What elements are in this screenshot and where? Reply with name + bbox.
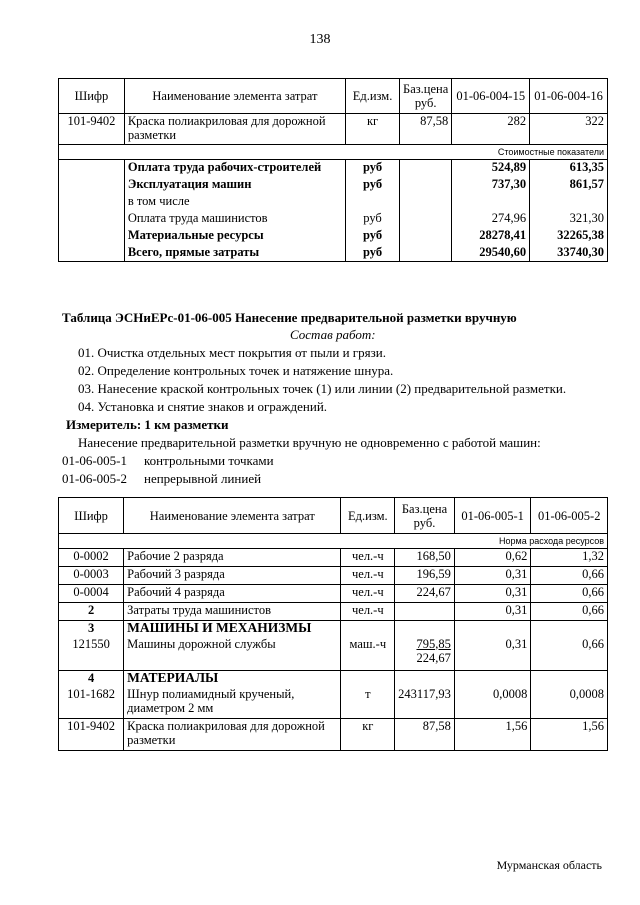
variant-code-2: 01-06-005-2 <box>62 471 127 486</box>
material-code: 101-9402 <box>59 114 125 145</box>
cost-v2: 321,30 <box>530 211 608 228</box>
header-col1: 01-06-004-15 <box>452 79 530 114</box>
operators-unit: чел.-ч <box>341 603 395 621</box>
worker-v1: 0,62 <box>454 549 531 567</box>
machine-v2: 0,66 <box>531 637 608 671</box>
cost-code <box>59 177 125 194</box>
header-col2: 01-06-004-16 <box>530 79 608 114</box>
materials-header-code: 4 <box>59 671 124 687</box>
material-row <box>59 719 608 751</box>
worker-v2: 1,32 <box>531 549 608 567</box>
resource-table-005 <box>58 497 608 751</box>
cost-name: Оплата труда рабочих-строителей <box>124 160 345 177</box>
t2-header-unit: Ед.изм. <box>341 498 395 534</box>
cost-price <box>400 228 452 245</box>
cost-name: Эксплуатация машин <box>124 177 345 194</box>
t2-header-price: Баз.цена руб. <box>395 498 455 534</box>
machine-price-operator: 224,67 <box>416 650 451 665</box>
cost-unit <box>346 194 400 211</box>
worker-v1: 0,31 <box>454 585 531 603</box>
header-price: Баз.цена руб. <box>400 79 452 114</box>
cost-row <box>59 160 608 177</box>
cost-v2: 32265,38 <box>530 228 608 245</box>
variant-name-1: контрольными точками <box>144 453 274 468</box>
cost-price <box>400 245 452 262</box>
worker-price: 168,50 <box>395 549 455 567</box>
cost-row <box>59 177 608 194</box>
cost-price <box>400 160 452 177</box>
cost-unit: руб <box>346 245 400 262</box>
worker-rows <box>59 549 608 603</box>
work-item-2: 02. Определение контрольных точек и натяжение шнура. <box>78 363 394 378</box>
worker-unit: чел.-ч <box>341 567 395 585</box>
material-rows <box>59 687 608 751</box>
cost-name: Материальные ресурсы <box>124 228 345 245</box>
machine-code: 121550 <box>59 637 124 671</box>
operators-price <box>395 603 455 621</box>
cost-unit: руб <box>346 211 400 228</box>
variant-code-1: 01-06-005-1 <box>62 453 127 468</box>
material-price: 87,58 <box>395 719 455 751</box>
cost-name: Всего, прямые затраты <box>124 245 345 262</box>
cost-price <box>400 211 452 228</box>
worker-row <box>59 549 608 567</box>
header-name: Наименование элемента затрат <box>124 79 345 114</box>
cost-price <box>400 177 452 194</box>
work-item-3: 03. Нанесение краской контрольных точек (1) или линии (2) предварительной разметки. <box>78 381 567 396</box>
material-v1: 1,56 <box>454 719 531 751</box>
section-note: Стоимостные показатели <box>59 145 608 160</box>
work-item-1: 01. Очистка отдельных мест покрытия от пыли и грязи. <box>78 345 386 360</box>
worker-name: Рабочий 4 разряда <box>124 585 341 603</box>
material-unit: кг <box>341 719 395 751</box>
worker-code: 0-0002 <box>59 549 124 567</box>
material-v1: 0,0008 <box>454 687 531 719</box>
material-v2: 1,56 <box>531 719 608 751</box>
material-code: 101-1682 <box>59 687 124 719</box>
operators-v1: 0,31 <box>454 603 531 621</box>
cost-unit: руб <box>346 160 400 177</box>
worker-row <box>59 585 608 603</box>
worker-code: 0-0004 <box>59 585 124 603</box>
operators-code: 2 <box>59 603 124 621</box>
variant-name-2: непрерывной линией <box>144 471 262 486</box>
machine-name: Машины дорожной службы <box>124 637 341 671</box>
worker-v2: 0,66 <box>531 567 608 585</box>
cost-unit: руб <box>346 177 400 194</box>
material-price: 243117,93 <box>395 687 455 719</box>
worker-name: Рабочие 2 разряда <box>124 549 341 567</box>
worker-v1: 0,31 <box>454 567 531 585</box>
meter: Измеритель: 1 км разметки <box>66 417 229 432</box>
cost-code <box>59 228 125 245</box>
cost-v1: 29540,60 <box>452 245 530 262</box>
composition-title: Состав работ: <box>290 327 376 342</box>
material-code: 101-9402 <box>59 719 124 751</box>
cost-v2: 613,35 <box>530 160 608 177</box>
cost-v2 <box>530 194 608 211</box>
cost-name: в том числе <box>124 194 345 211</box>
cost-v1: 28278,41 <box>452 228 530 245</box>
cost-code <box>59 211 125 228</box>
t2-header-name: Наименование элемента затрат <box>124 498 341 534</box>
worker-unit: чел.-ч <box>341 549 395 567</box>
material-v1: 282 <box>452 114 530 145</box>
material-name: Краска полиакриловая для дорожной разметки <box>124 114 345 145</box>
operators-v2: 0,66 <box>531 603 608 621</box>
operators-name: Затраты труда машинистов <box>124 603 341 621</box>
material-price: 87,58 <box>400 114 452 145</box>
cost-rows <box>59 160 608 262</box>
material-v2: 322 <box>530 114 608 145</box>
cost-row <box>59 211 608 228</box>
material-name: Шнур полиамидный крученый, диаметром 2 мм <box>124 687 341 719</box>
machine-price: 795,85 <box>416 636 451 651</box>
cost-v2: 33740,30 <box>530 245 608 262</box>
t2-header-col1: 01-06-005-1 <box>454 498 531 534</box>
machine-v1: 0,31 <box>454 637 531 671</box>
cost-code <box>59 160 125 177</box>
cost-name: Оплата труда машинистов <box>124 211 345 228</box>
section-title: Таблица ЭСНиЕРс-01-06-005 Нанесение предварительной разметки вручную <box>62 310 517 325</box>
material-name: Краска полиакриловая для дорожной разметки <box>124 719 341 751</box>
cost-unit: руб <box>346 228 400 245</box>
material-row <box>59 687 608 719</box>
machines-header-code: 3 <box>59 621 124 637</box>
header-code: Шифр <box>59 79 125 114</box>
cost-row <box>59 245 608 262</box>
cost-code <box>59 194 125 211</box>
machines-header-name: МАШИНЫ И МЕХАНИЗМЫ <box>124 621 341 637</box>
norm-note: Норма расхода ресурсов <box>59 534 608 549</box>
cost-v2: 861,57 <box>530 177 608 194</box>
page-number: 138 <box>309 32 331 47</box>
work-item-4: 04. Установка и снятие знаков и ограждений. <box>78 399 328 414</box>
cost-v1 <box>452 194 530 211</box>
cost-v1: 524,89 <box>452 160 530 177</box>
cost-table-004 <box>58 78 608 262</box>
t2-header-col2: 01-06-005-2 <box>531 498 608 534</box>
cost-price <box>400 194 452 211</box>
cost-v1: 737,30 <box>452 177 530 194</box>
cost-row <box>59 194 608 211</box>
worker-code: 0-0003 <box>59 567 124 585</box>
worker-row <box>59 567 608 585</box>
cost-v1: 274,96 <box>452 211 530 228</box>
header-unit: Ед.изм. <box>346 79 400 114</box>
cost-row <box>59 228 608 245</box>
machine-unit: маш.-ч <box>341 637 395 671</box>
cost-code <box>59 245 125 262</box>
footer-region: Мурманская область <box>496 858 602 872</box>
worker-v2: 0,66 <box>531 585 608 603</box>
material-v2: 0,0008 <box>531 687 608 719</box>
worker-name: Рабочий 3 разряда <box>124 567 341 585</box>
worker-price: 224,67 <box>395 585 455 603</box>
description: Нанесение предварительной разметки вручную не одновременно с работой машин: <box>78 435 541 450</box>
worker-unit: чел.-ч <box>341 585 395 603</box>
worker-price: 196,59 <box>395 567 455 585</box>
material-unit: кг <box>346 114 400 145</box>
material-unit: т <box>341 687 395 719</box>
materials-header-name: МАТЕРИАЛЫ <box>124 671 341 687</box>
t2-header-code: Шифр <box>59 498 124 534</box>
